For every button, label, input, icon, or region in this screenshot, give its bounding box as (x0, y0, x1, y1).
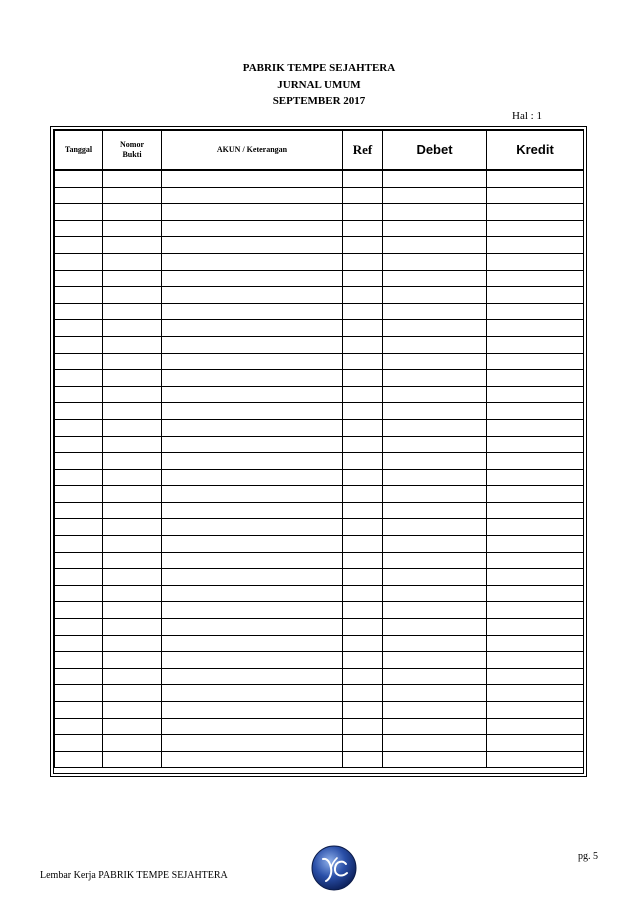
cell-kredit[interactable] (487, 536, 584, 553)
cell-akun[interactable] (162, 552, 343, 569)
cell-kredit[interactable] (487, 453, 584, 470)
cell-debet[interactable] (383, 170, 487, 187)
cell-ref[interactable] (343, 303, 383, 320)
table-row (55, 718, 584, 735)
journal-table-frame (50, 126, 587, 777)
cell-tanggal[interactable] (55, 602, 103, 619)
cell-kredit[interactable] (487, 685, 584, 702)
cell-kredit[interactable] (487, 668, 584, 685)
table-row (55, 519, 584, 536)
cell-ref[interactable] (343, 536, 383, 553)
cell-nomor-bukti[interactable] (103, 187, 162, 204)
column-header-debet: Debet (383, 131, 487, 171)
cell-debet[interactable] (383, 602, 487, 619)
cell-nomor-bukti[interactable] (103, 552, 162, 569)
table-row (55, 668, 584, 685)
table-row (55, 685, 584, 702)
cell-ref[interactable] (343, 685, 383, 702)
table-row (55, 419, 584, 436)
cell-akun[interactable] (162, 751, 343, 768)
cell-kredit[interactable] (487, 519, 584, 536)
table-row (55, 436, 584, 453)
cell-kredit[interactable] (487, 386, 584, 403)
cell-debet[interactable] (383, 569, 487, 586)
cell-ref[interactable] (343, 370, 383, 387)
cell-kredit[interactable] (487, 619, 584, 636)
cell-tanggal[interactable] (55, 569, 103, 586)
table-row (55, 336, 584, 353)
journal-table-body (55, 170, 584, 768)
cell-tanggal[interactable] (55, 585, 103, 602)
cell-kredit[interactable] (487, 552, 584, 569)
footer-caption: Lembar Kerja PABRIK TEMPE SEJAHTERA (40, 870, 228, 881)
cell-akun[interactable] (162, 303, 343, 320)
cell-akun[interactable] (162, 635, 343, 652)
cell-nomor-bukti[interactable] (103, 718, 162, 735)
table-row (55, 652, 584, 669)
cell-nomor-bukti[interactable] (103, 287, 162, 304)
cell-ref[interactable] (343, 751, 383, 768)
cell-debet[interactable] (383, 453, 487, 470)
cell-akun[interactable] (162, 453, 343, 470)
cell-kredit[interactable] (487, 370, 584, 387)
cell-tanggal[interactable] (55, 287, 103, 304)
cell-tanggal[interactable] (55, 320, 103, 337)
cell-akun[interactable] (162, 469, 343, 486)
cell-nomor-bukti[interactable] (103, 652, 162, 669)
cell-kredit[interactable] (487, 287, 584, 304)
cell-akun[interactable] (162, 386, 343, 403)
cell-kredit[interactable] (487, 602, 584, 619)
cell-tanggal[interactable] (55, 204, 103, 221)
journal-period: SEPTEMBER 2017 (272, 95, 366, 107)
cell-nomor-bukti[interactable] (103, 469, 162, 486)
cell-debet[interactable] (383, 419, 487, 436)
column-header-tanggal: Tanggal (55, 131, 103, 171)
table-row (55, 469, 584, 486)
cell-ref[interactable] (343, 735, 383, 752)
yc-monogram-logo-icon (310, 844, 358, 892)
cell-debet[interactable] (383, 403, 487, 420)
cell-kredit[interactable] (487, 270, 584, 287)
column-header-nomor-line2: Bukti (122, 150, 142, 159)
cell-debet[interactable] (383, 702, 487, 719)
table-row (55, 204, 584, 221)
cell-ref[interactable] (343, 320, 383, 337)
cell-akun[interactable] (162, 320, 343, 337)
page-label: Hal : 1 (512, 110, 542, 122)
cell-ref[interactable] (343, 353, 383, 370)
table-row (55, 602, 584, 619)
cell-akun[interactable] (162, 187, 343, 204)
cell-kredit[interactable] (487, 303, 584, 320)
cell-ref[interactable] (343, 486, 383, 503)
table-row (55, 751, 584, 768)
journal-table (54, 130, 584, 768)
cell-tanggal[interactable] (55, 652, 103, 669)
cell-ref[interactable] (343, 419, 383, 436)
cell-kredit[interactable] (487, 569, 584, 586)
table-row (55, 370, 584, 387)
cell-tanggal[interactable] (55, 170, 103, 187)
cell-debet[interactable] (383, 204, 487, 221)
cell-debet[interactable] (383, 220, 487, 237)
cell-kredit[interactable] (487, 469, 584, 486)
table-row (55, 253, 584, 270)
cell-kredit[interactable] (487, 718, 584, 735)
cell-tanggal[interactable] (55, 436, 103, 453)
cell-kredit[interactable] (487, 336, 584, 353)
cell-akun[interactable] (162, 486, 343, 503)
cell-ref[interactable] (343, 718, 383, 735)
cell-ref[interactable] (343, 453, 383, 470)
cell-ref[interactable] (343, 702, 383, 719)
cell-akun[interactable] (162, 237, 343, 254)
cell-nomor-bukti[interactable] (103, 751, 162, 768)
cell-ref[interactable] (343, 635, 383, 652)
table-row (55, 569, 584, 586)
cell-kredit[interactable] (487, 403, 584, 420)
cell-tanggal[interactable] (55, 403, 103, 420)
cell-debet[interactable] (383, 619, 487, 636)
cell-nomor-bukti[interactable] (103, 336, 162, 353)
cell-tanggal[interactable] (55, 453, 103, 470)
cell-tanggal[interactable] (55, 386, 103, 403)
company-name: PABRIK TEMPE SEJAHTERA (242, 62, 396, 74)
column-header-akun: AKUN / Keterangan (162, 131, 343, 171)
cell-tanggal[interactable] (55, 353, 103, 370)
cell-debet[interactable] (383, 668, 487, 685)
cell-tanggal[interactable] (55, 702, 103, 719)
cell-debet[interactable] (383, 270, 487, 287)
table-row (55, 502, 584, 519)
cell-debet[interactable] (383, 519, 487, 536)
cell-akun[interactable] (162, 685, 343, 702)
column-header-nomor-line1: Nomor (120, 140, 144, 149)
cell-debet[interactable] (383, 320, 487, 337)
cell-nomor-bukti[interactable] (103, 486, 162, 503)
cell-nomor-bukti[interactable] (103, 519, 162, 536)
cell-nomor-bukti[interactable] (103, 353, 162, 370)
cell-akun[interactable] (162, 353, 343, 370)
cell-akun[interactable] (162, 204, 343, 221)
cell-nomor-bukti[interactable] (103, 668, 162, 685)
cell-nomor-bukti[interactable] (103, 270, 162, 287)
cell-akun[interactable] (162, 502, 343, 519)
cell-kredit[interactable] (487, 419, 584, 436)
cell-tanggal[interactable] (55, 486, 103, 503)
cell-tanggal[interactable] (55, 718, 103, 735)
table-row (55, 635, 584, 652)
column-header-kredit: Kredit (487, 131, 584, 171)
cell-akun[interactable] (162, 253, 343, 270)
cell-debet[interactable] (383, 486, 487, 503)
cell-ref[interactable] (343, 220, 383, 237)
cell-debet[interactable] (383, 635, 487, 652)
cell-ref[interactable] (343, 519, 383, 536)
cell-tanggal[interactable] (55, 668, 103, 685)
cell-kredit[interactable] (487, 320, 584, 337)
journal-title: JURNAL UMUM (277, 78, 361, 91)
cell-debet[interactable] (383, 436, 487, 453)
cell-ref[interactable] (343, 187, 383, 204)
cell-ref[interactable] (343, 253, 383, 270)
cell-ref[interactable] (343, 652, 383, 669)
cell-ref[interactable] (343, 552, 383, 569)
cell-debet[interactable] (383, 685, 487, 702)
cell-tanggal[interactable] (55, 187, 103, 204)
cell-nomor-bukti[interactable] (103, 170, 162, 187)
cell-akun[interactable] (162, 735, 343, 752)
cell-ref[interactable] (343, 619, 383, 636)
cell-nomor-bukti[interactable] (103, 585, 162, 602)
cell-ref[interactable] (343, 602, 383, 619)
cell-debet[interactable] (383, 253, 487, 270)
cell-kredit[interactable] (487, 220, 584, 237)
cell-akun[interactable] (162, 619, 343, 636)
cell-nomor-bukti[interactable] (103, 204, 162, 221)
cell-tanggal[interactable] (55, 552, 103, 569)
footer-page-number: pg. 5 (578, 851, 598, 862)
cell-debet[interactable] (383, 303, 487, 320)
cell-debet[interactable] (383, 735, 487, 752)
table-row (55, 287, 584, 304)
table-row (55, 486, 584, 503)
cell-debet[interactable] (383, 370, 487, 387)
cell-akun[interactable] (162, 718, 343, 735)
table-row (55, 403, 584, 420)
cell-nomor-bukti[interactable] (103, 602, 162, 619)
cell-ref[interactable] (343, 336, 383, 353)
cell-debet[interactable] (383, 336, 487, 353)
cell-nomor-bukti[interactable] (103, 685, 162, 702)
cell-kredit[interactable] (487, 253, 584, 270)
cell-tanggal[interactable] (55, 502, 103, 519)
table-row (55, 270, 584, 287)
cell-nomor-bukti[interactable] (103, 320, 162, 337)
cell-nomor-bukti[interactable] (103, 735, 162, 752)
cell-debet[interactable] (383, 386, 487, 403)
cell-akun[interactable] (162, 170, 343, 187)
cell-akun[interactable] (162, 436, 343, 453)
cell-nomor-bukti[interactable] (103, 386, 162, 403)
cell-ref[interactable] (343, 204, 383, 221)
table-row (55, 585, 584, 602)
cell-ref[interactable] (343, 469, 383, 486)
cell-ref[interactable] (343, 436, 383, 453)
cell-akun[interactable] (162, 602, 343, 619)
cell-debet[interactable] (383, 552, 487, 569)
cell-nomor-bukti[interactable] (103, 370, 162, 387)
cell-kredit[interactable] (487, 204, 584, 221)
cell-ref[interactable] (343, 170, 383, 187)
cell-debet[interactable] (383, 536, 487, 553)
cell-debet[interactable] (383, 585, 487, 602)
cell-tanggal[interactable] (55, 619, 103, 636)
cell-akun[interactable] (162, 668, 343, 685)
cell-ref[interactable] (343, 287, 383, 304)
cell-tanggal[interactable] (55, 519, 103, 536)
cell-kredit[interactable] (487, 635, 584, 652)
cell-ref[interactable] (343, 668, 383, 685)
table-row (55, 735, 584, 752)
table-row (55, 303, 584, 320)
cell-ref[interactable] (343, 237, 383, 254)
table-row (55, 353, 584, 370)
cell-kredit[interactable] (487, 585, 584, 602)
cell-nomor-bukti[interactable] (103, 619, 162, 636)
cell-tanggal[interactable] (55, 469, 103, 486)
cell-nomor-bukti[interactable] (103, 702, 162, 719)
cell-nomor-bukti[interactable] (103, 502, 162, 519)
cell-tanggal[interactable] (55, 751, 103, 768)
cell-debet[interactable] (383, 718, 487, 735)
cell-akun[interactable] (162, 287, 343, 304)
cell-akun[interactable] (162, 270, 343, 287)
table-row (55, 386, 584, 403)
cell-akun[interactable] (162, 585, 343, 602)
cell-tanggal[interactable] (55, 220, 103, 237)
cell-tanggal[interactable] (55, 270, 103, 287)
cell-akun[interactable] (162, 702, 343, 719)
cell-akun[interactable] (162, 220, 343, 237)
cell-tanggal[interactable] (55, 336, 103, 353)
cell-kredit[interactable] (487, 187, 584, 204)
cell-nomor-bukti[interactable] (103, 569, 162, 586)
table-header-row (55, 131, 584, 171)
cell-akun[interactable] (162, 652, 343, 669)
cell-tanggal[interactable] (55, 419, 103, 436)
cell-debet[interactable] (383, 652, 487, 669)
cell-akun[interactable] (162, 519, 343, 536)
cell-ref[interactable] (343, 585, 383, 602)
cell-kredit[interactable] (487, 486, 584, 503)
cell-ref[interactable] (343, 502, 383, 519)
cell-tanggal[interactable] (55, 253, 103, 270)
cell-nomor-bukti[interactable] (103, 635, 162, 652)
cell-tanggal[interactable] (55, 635, 103, 652)
cell-kredit[interactable] (487, 502, 584, 519)
table-row (55, 187, 584, 204)
cell-tanggal[interactable] (55, 536, 103, 553)
cell-akun[interactable] (162, 536, 343, 553)
cell-nomor-bukti[interactable] (103, 220, 162, 237)
cell-debet[interactable] (383, 237, 487, 254)
cell-akun[interactable] (162, 419, 343, 436)
cell-tanggal[interactable] (55, 735, 103, 752)
cell-ref[interactable] (343, 403, 383, 420)
cell-debet[interactable] (383, 353, 487, 370)
cell-debet[interactable] (383, 187, 487, 204)
cell-kredit[interactable] (487, 436, 584, 453)
journal-table-inner (53, 129, 584, 774)
cell-kredit[interactable] (487, 170, 584, 187)
table-row (55, 453, 584, 470)
cell-akun[interactable] (162, 569, 343, 586)
cell-debet[interactable] (383, 751, 487, 768)
cell-akun[interactable] (162, 370, 343, 387)
cell-nomor-bukti[interactable] (103, 436, 162, 453)
cell-kredit[interactable] (487, 237, 584, 254)
column-header-nomor-bukti (103, 131, 162, 171)
cell-tanggal[interactable] (55, 303, 103, 320)
table-row (55, 320, 584, 337)
cell-debet[interactable] (383, 287, 487, 304)
cell-tanggal[interactable] (55, 685, 103, 702)
cell-kredit[interactable] (487, 735, 584, 752)
cell-nomor-bukti[interactable] (103, 419, 162, 436)
table-row (55, 702, 584, 719)
cell-nomor-bukti[interactable] (103, 536, 162, 553)
cell-tanggal[interactable] (55, 370, 103, 387)
cell-ref[interactable] (343, 386, 383, 403)
document-header (0, 60, 638, 110)
cell-kredit[interactable] (487, 751, 584, 768)
cell-akun[interactable] (162, 336, 343, 353)
cell-debet[interactable] (383, 469, 487, 486)
cell-ref[interactable] (343, 569, 383, 586)
cell-kredit[interactable] (487, 353, 584, 370)
cell-nomor-bukti[interactable] (103, 253, 162, 270)
table-row (55, 220, 584, 237)
cell-kredit[interactable] (487, 652, 584, 669)
cell-nomor-bukti[interactable] (103, 453, 162, 470)
cell-tanggal[interactable] (55, 237, 103, 254)
table-row (55, 536, 584, 553)
cell-debet[interactable] (383, 502, 487, 519)
cell-akun[interactable] (162, 403, 343, 420)
table-row (55, 237, 584, 254)
cell-nomor-bukti[interactable] (103, 303, 162, 320)
cell-nomor-bukti[interactable] (103, 403, 162, 420)
cell-kredit[interactable] (487, 702, 584, 719)
table-row (55, 170, 584, 187)
cell-nomor-bukti[interactable] (103, 237, 162, 254)
table-row (55, 552, 584, 569)
table-row (55, 619, 584, 636)
column-header-ref: Ref (343, 131, 383, 171)
cell-ref[interactable] (343, 270, 383, 287)
